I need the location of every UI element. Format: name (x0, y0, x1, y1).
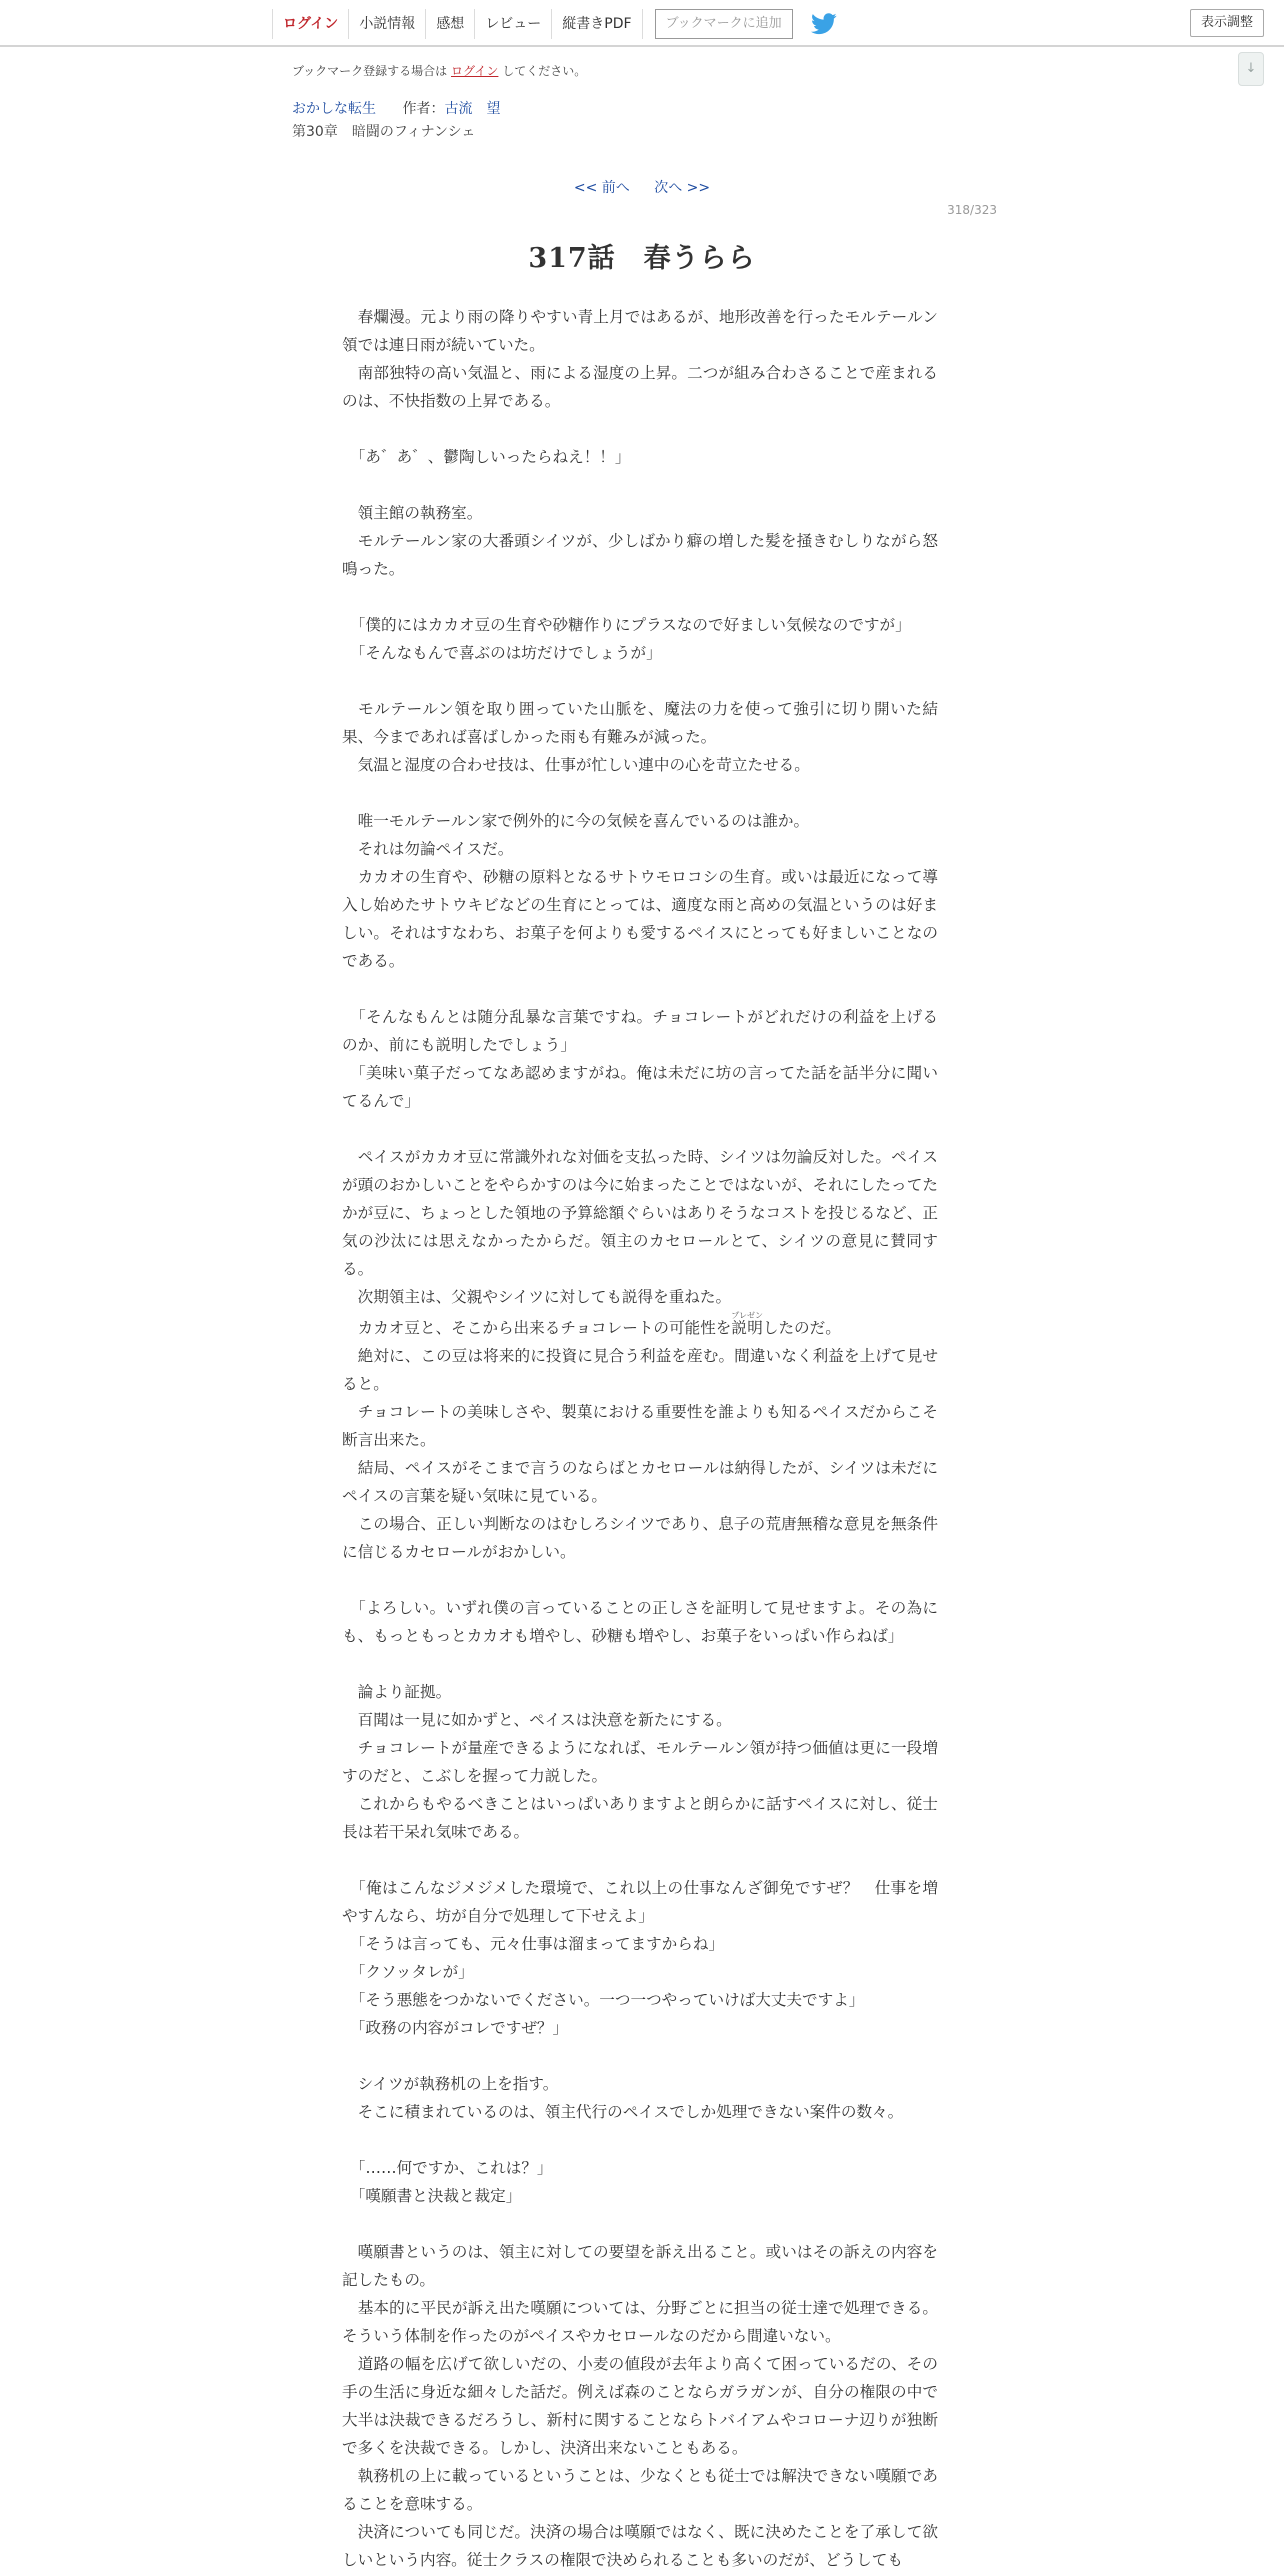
author-name-link[interactable]: 古流 望 (444, 101, 501, 117)
body-paragraph: 執務机の上に載っているということは、少なくとも従士では解決できない嘆願であることを意味する。 (342, 2467, 938, 2513)
display-settings-button[interactable]: 表示調整 (1190, 9, 1264, 37)
chapter-title: 第30章 暗闘のフィナンシェ (292, 124, 476, 140)
blank-line (342, 1846, 938, 1874)
blank-line (342, 583, 938, 611)
dialogue-line: 「僕的にはカカオ豆の生育や砂糖作りにプラスなので好ましい気候なのですが」 (342, 616, 911, 634)
ruby-base: 説明 (731, 1319, 763, 1337)
login-note-suffix: してください。 (502, 64, 587, 78)
dialogue-line: 「……何ですか、これは？」 (342, 2159, 553, 2177)
dialogue-line: 「そんなもんとは随分乱暴な言葉ですね。チョコレートがどれだけの利益を上げるのか、前にも説明したでしょう」 (342, 1008, 938, 1054)
body-paragraph: モルテールン家の大番頭シイツが、少しばかり癖の増した髪を掻きむしりながら怒鳴った。 (342, 532, 938, 578)
body-paragraph: 春爛漫。元より雨の降りやすい青上月ではあるが、地形改善を行ったモルテールン領では連日雨が続いていた。 (342, 308, 938, 354)
body-paragraph: 次期領主は、父親やシイツに対しても説得を重ねた。 (342, 1288, 732, 1306)
vertical-pdf-link[interactable]: 縦書きPDF (551, 9, 642, 39)
body-paragraph: 絶対に、この豆は将来的に投資に見合う利益を産む。間違いなく利益を上げて見せると。 (342, 1347, 938, 1393)
impressions-link[interactable]: 感想 (425, 9, 474, 39)
body-paragraph: ペイスがカカオ豆に常識外れな対価を支払った時、シイツは勿論反対した。ペイスが頭のおかしいことをやらかすのは今に始まったことではないが、それにしたってたかが豆に、ちょっとした領地の予算総額ぐらいはありそうなコストを投じるなど、正気の沙汰には思えなかったからだ。領主のカセロールとて、シイツの意見に賛同する。 (342, 1148, 938, 1278)
blank-line (342, 1115, 938, 1143)
login-link[interactable]: ログイン (272, 9, 348, 39)
episode-title: 317話 春うらら (528, 243, 756, 274)
body-paragraph: 論より証拠。 (342, 1683, 452, 1701)
blank-line (342, 1566, 938, 1594)
body-paragraph: この場合、正しい判断なのはむしろシイツであり、息子の荒唐無稽な意見を無条件に信じるカセロールがおかしい。 (342, 1515, 938, 1561)
body-paragraph: 決済についても同じだ。決済の場合は嘆願ではなく、既に決めたことを了承して欲しいという内容。従士クラスの権限で決められることも多いのだが、どうしても (342, 2523, 938, 2568)
body-paragraph: カカオの生育や、砂糖の原料となるサトウモロコシの生育。或いは最近になって導入し始めたサトウキビなどの生育にとっては、適度な雨と高めの気温というのは好ましい。それはすなわち、お菓子を何よりも愛するペイスにとっても好ましいことなのである。 (342, 868, 938, 970)
body-paragraph: 領主館の執務室。 (342, 504, 483, 522)
blank-line (342, 2042, 938, 2070)
blank-line (342, 779, 938, 807)
body-paragraph: 気温と湿度の合わせ技は、仕事が忙しい連中の心を苛立たせる。 (342, 756, 810, 774)
main-nav (272, 9, 839, 39)
author-label: 作者： (402, 101, 445, 117)
dialogue-line: 「そう悪態をつかないでください。一つ一つやっていけば大丈夫ですよ」 (342, 1991, 865, 2009)
twitter-bird-icon[interactable] (811, 12, 839, 36)
blank-line (342, 667, 938, 695)
blank-line (342, 1650, 938, 1678)
ruby-reading: プレゼン (731, 1311, 763, 1320)
next-episode-link[interactable]: 次へ >> (654, 180, 711, 196)
bookmark-login-note (292, 62, 586, 79)
dialogue-line: 「クソッタレが」 (342, 1963, 474, 1981)
novel-info-link[interactable]: 小説情報 (348, 9, 425, 39)
dialogue-line: 「そんなもんで喜ぶのは坊だけでしょうが」 (342, 644, 662, 662)
dialogue-line: 「俺はこんなジメジメした環境で、これ以上の仕事なんざ御免ですぜ？ 仕事を増やすんなら、坊が自分で処理して下せえよ」 (342, 1879, 938, 1925)
add-bookmark-button[interactable]: ブックマークに追加 (655, 9, 793, 39)
body-paragraph: これからもやるべきことはいっぱいありますよと朗らかに話すペイスに対し、従士長は若干呆れ気味である。 (342, 1795, 938, 1841)
body-paragraph: チョコレートの美味しさや、製菓における重要性を誰よりも知るペイスだからこそ断言出来た。 (342, 1403, 938, 1449)
ruby-lead-text: カカオ豆と、そこから出来るチョコレートの可能性を (342, 1319, 732, 1337)
dialogue-line: 「そうは言っても、元々仕事は溜まってますからね」 (342, 1935, 725, 1953)
blank-line (342, 2126, 938, 2154)
scroll-down-arrow-icon[interactable]: ↓ (1238, 52, 1264, 86)
body-paragraph: チョコレートが量産できるようになれば、モルテールン領が持つ価値は更に一段増すのだと、こぶしを握って力説した。 (342, 1739, 938, 1785)
body-paragraph: 百聞は一見に如かずと、ペイスは決意を新たにする。 (342, 1711, 732, 1729)
ruby-word (731, 1311, 763, 1337)
blank-line (342, 975, 938, 1003)
body-paragraph-with-ruby (342, 1311, 938, 1342)
body-paragraph: モルテールン領を取り囲っていた山脈を、魔法の力を使って強引に切り開いた結果、今まであれば喜ばしかった雨も有難みが減った。 (342, 700, 938, 746)
chapter-pager (0, 177, 1284, 197)
blank-line (342, 415, 938, 443)
dialogue-line: 「あ゛あ゛、鬱陶しいったらねえ！！」 (342, 448, 631, 466)
login-note-link[interactable]: ログイン (451, 64, 499, 78)
body-paragraph: 結局、ペイスがそこまで言うのならばとカセロールは納得したが、シイツは未だにペイスの言葉を疑い気味に見ている。 (342, 1459, 938, 1505)
ruby-tail-text: したのだ。 (762, 1319, 841, 1337)
episode-body (342, 303, 938, 2568)
episode-counter: 318/323 (947, 203, 997, 217)
novel-title-link[interactable]: おかしな転生 (292, 101, 376, 117)
body-paragraph: 道路の幅を広げて欲しいだの、小麦の値段が去年より高くて困っているだの、その手の生活に身近な細々した話だ。例えば森のことならガラガンが、自分の権限の中で大半は決裁できるだろうし、新村に関することならトバイアムやコローナ辺りが独断で多くを決裁できる。しかし、決済出来ないこともある。 (342, 2355, 938, 2457)
body-paragraph: 基本的に平民が訴え出た嘆願については、分野ごとに担当の従士達で処理できる。そういう体制を作ったのがペイスやカセロールなのだから間違いない。 (342, 2299, 938, 2345)
body-paragraph: それは勿論ペイスだ。 (342, 840, 514, 858)
body-paragraph: シイツが執務机の上を指す。 (342, 2075, 559, 2093)
dialogue-line: 「美味い菓子だってなあ認めますがね。俺は未だに坊の言ってた話を話半分に聞いてるんで」 (342, 1064, 938, 1110)
prev-episode-link[interactable]: << 前へ (573, 180, 630, 196)
body-paragraph: 嘆願書というのは、領主に対しての要望を訴え出ること。或いはその訴えの内容を記したもの。 (342, 2243, 938, 2289)
review-link[interactable]: レビュー (474, 9, 551, 39)
body-paragraph: そこに積まれているのは、領主代行のペイスでしか処理できない案件の数々。 (342, 2103, 904, 2121)
top-navigation-bar (0, 0, 1284, 47)
blank-line (342, 2210, 938, 2238)
dialogue-line: 「嘆願書と決裁と裁定」 (342, 2187, 522, 2205)
blank-line (342, 471, 938, 499)
body-paragraph: 南部独特の高い気温と、雨による湿度の上昇。二つが組み合わさることで産まれるのは、不快指数の上昇である。 (342, 364, 938, 410)
login-note-prefix: ブックマーク登録する場合は (292, 64, 448, 78)
body-paragraph: 唯一モルテールン家で例外的に今の気候を喜んでいるのは誰か。 (342, 812, 810, 830)
dialogue-line: 「よろしい。いずれ僕の言っていることの正しさを証明して見せますよ。その為にも、もっともっとカカオも増やし、砂糖も増やし、お菓子をいっぱい作らねば」 (342, 1599, 938, 1645)
novel-info-line (292, 98, 500, 118)
dialogue-line: 「政務の内容がコレですぜ？」 (342, 2019, 569, 2037)
